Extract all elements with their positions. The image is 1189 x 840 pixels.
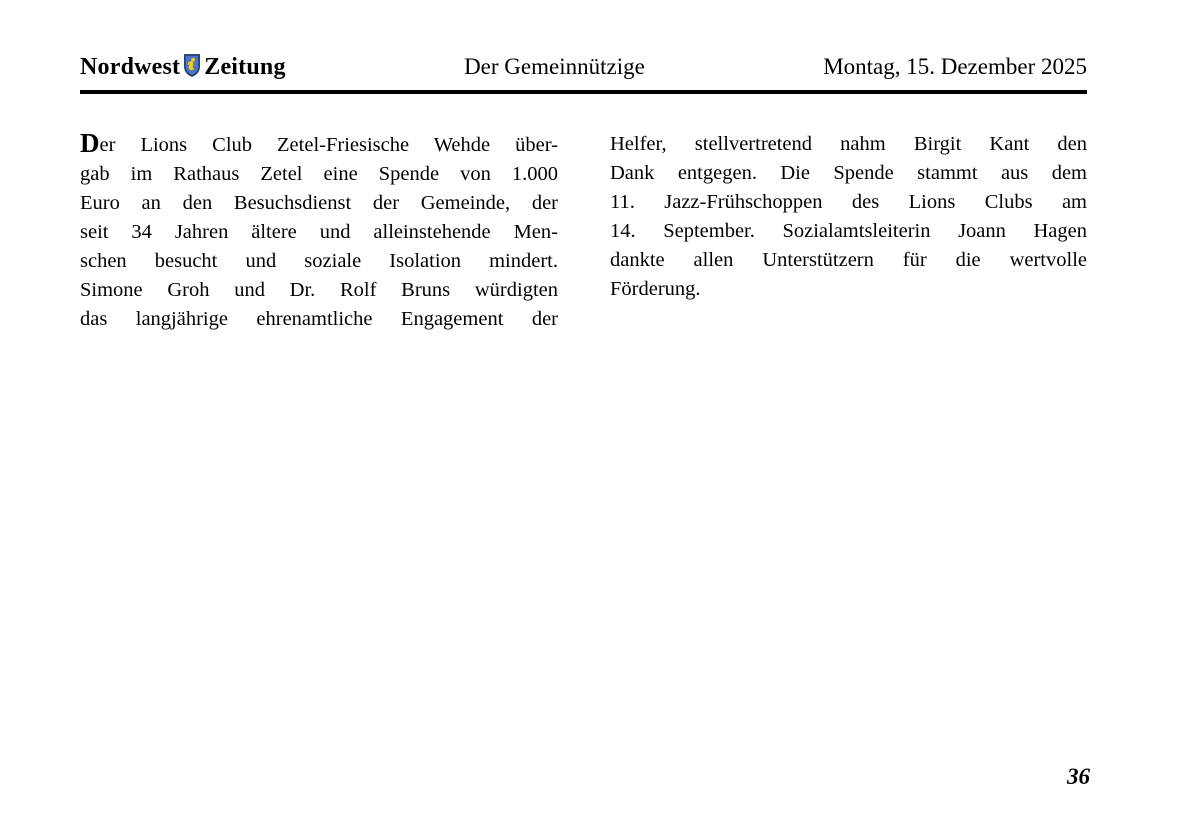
masthead <box>80 53 286 82</box>
article-line: 11. Jazz-Frühschoppen des Lions Clubs am <box>610 191 1087 213</box>
article-line: Helfer, stellvertretend nahm Birgit Kant den <box>610 133 1087 155</box>
page-header <box>80 52 1087 94</box>
lead-capital: D <box>80 128 100 158</box>
article-body <box>80 130 1087 334</box>
article-line: Förderung. <box>610 278 701 300</box>
article-line: gab im Rathaus Zetel eine Spende von 1.000 <box>80 163 558 185</box>
article-line: schen besucht und soziale Isolation mindert. <box>80 250 558 272</box>
article-line: Dank entgegen. Die Spende stammt aus dem <box>610 162 1087 184</box>
article-line: das langjährige ehrenamtliche Engagement der <box>80 308 558 330</box>
date-label: Montag, 15. Dezember 2025 <box>823 54 1087 79</box>
article-column-right <box>610 130 1087 334</box>
masthead-word-right: Zeitung <box>204 54 286 80</box>
section-title: Der Gemeinnützige <box>464 54 645 79</box>
article-line-text: er Lions Club Zetel-Friesische Wehde über- <box>99 134 558 156</box>
coat-of-arms-shield-icon <box>183 53 201 78</box>
page-number: 36 <box>1067 764 1090 789</box>
article-column-left <box>80 130 558 334</box>
newspaper-page <box>80 0 1087 334</box>
article-line: dankte allen Unterstützern für die wertvolle <box>610 249 1087 271</box>
article-line: 14. September. Sozialamtsleiterin Joann Hagen <box>610 220 1087 242</box>
article-line: Euro an den Besuchsdienst der Gemeinde, der <box>80 192 558 214</box>
article-line: seit 34 Jahren ältere und alleinstehende Men- <box>80 221 558 243</box>
article-line <box>80 130 558 160</box>
masthead-word-left: Nordwest <box>80 54 181 80</box>
article-line: Simone Groh und Dr. Rolf Bruns würdigten <box>80 279 558 301</box>
